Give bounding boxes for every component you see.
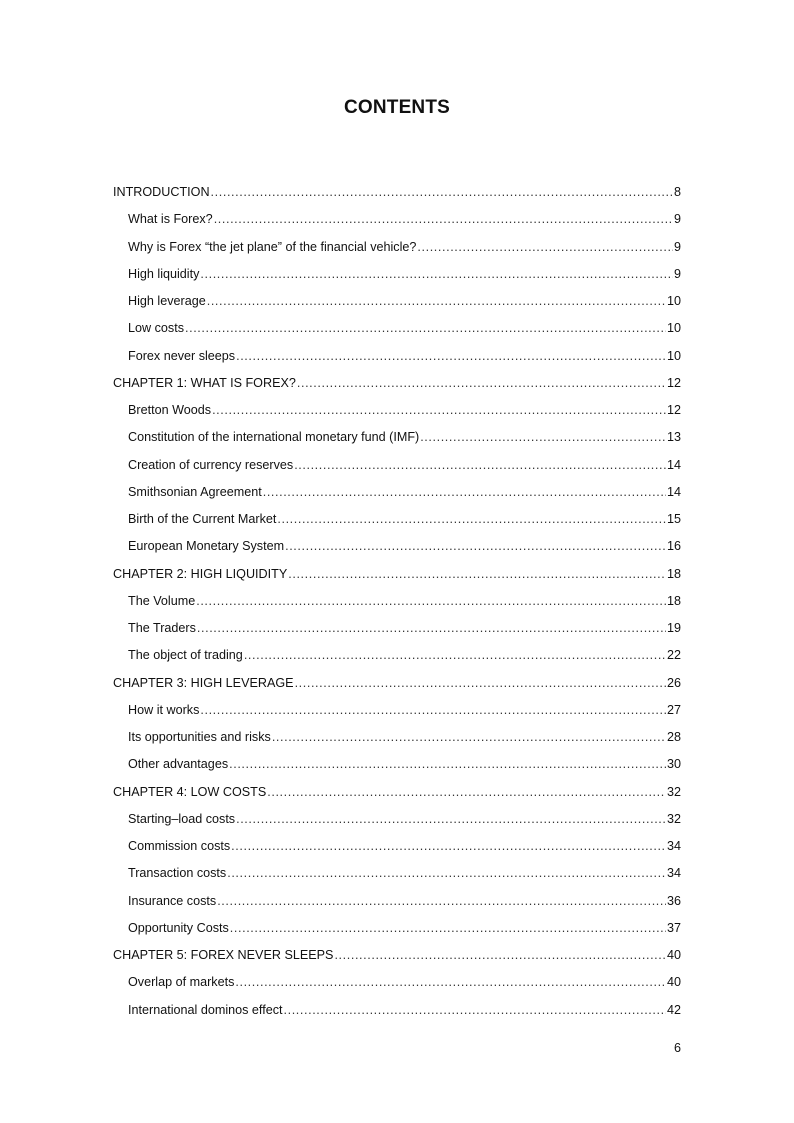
toc-dot-leader xyxy=(272,724,666,751)
toc-entry-page: 22 xyxy=(666,648,681,663)
toc-entry-page: 12 xyxy=(666,403,681,417)
toc-dot-leader xyxy=(207,288,666,315)
toc-entry-page: 34 xyxy=(666,866,681,881)
toc-entry-page: 18 xyxy=(666,566,681,581)
toc-dot-leader xyxy=(263,479,666,506)
toc-dot-leader xyxy=(211,179,673,206)
toc-entry[interactable] xyxy=(113,506,681,533)
toc-entry[interactable] xyxy=(113,261,681,288)
toc-dot-leader xyxy=(196,588,666,615)
toc-dot-leader xyxy=(227,860,666,887)
toc-dot-leader xyxy=(212,397,666,424)
toc-entry-label: The Volume xyxy=(128,593,196,608)
toc-entry-label: International dominos effect xyxy=(128,1002,283,1017)
toc-dot-leader xyxy=(277,506,666,533)
toc-entry-label: Overlap of markets xyxy=(128,975,235,990)
toc-entry-page: 37 xyxy=(666,920,681,935)
toc-entry-page: 15 xyxy=(666,512,681,526)
toc-entry-page: 34 xyxy=(666,839,681,853)
toc-entry-page: 9 xyxy=(673,239,681,254)
toc-entry-label: Forex never sleeps xyxy=(128,348,236,363)
table-of-contents xyxy=(113,179,681,1024)
toc-entry-label: Constitution of the international monetary fund (IMF) xyxy=(128,430,420,445)
toc-entry[interactable] xyxy=(113,833,681,860)
toc-entry[interactable] xyxy=(113,179,681,206)
toc-entry[interactable] xyxy=(113,533,681,560)
toc-entry-page: 10 xyxy=(666,321,681,336)
toc-entry[interactable] xyxy=(113,806,681,833)
page-number: 6 xyxy=(673,1041,681,1055)
toc-dot-leader xyxy=(417,234,673,261)
toc-entry-label: Other advantages xyxy=(128,757,229,772)
toc-dot-leader xyxy=(197,615,666,642)
toc-entry-page: 13 xyxy=(666,430,681,445)
toc-dot-leader xyxy=(244,642,666,669)
toc-dot-leader xyxy=(420,424,666,451)
toc-dot-leader xyxy=(334,942,666,969)
toc-dot-leader xyxy=(231,833,666,860)
toc-dot-leader xyxy=(200,697,666,724)
toc-entry-page: 19 xyxy=(666,621,681,635)
toc-dot-leader xyxy=(297,370,666,397)
toc-entry[interactable] xyxy=(113,697,681,724)
toc-entry[interactable] xyxy=(113,588,681,615)
toc-entry-label: CHAPTER 5: FOREX NEVER SLEEPS xyxy=(113,948,334,962)
toc-entry-page: 16 xyxy=(666,539,681,554)
toc-entry-page: 40 xyxy=(666,975,681,990)
toc-dot-leader xyxy=(217,888,666,915)
page-title: CONTENTS xyxy=(343,97,451,118)
toc-dot-leader xyxy=(288,561,666,588)
toc-entry[interactable] xyxy=(113,751,681,778)
toc-entry-label: Smithsonian Agreement xyxy=(128,484,262,499)
toc-entry[interactable] xyxy=(113,424,681,451)
toc-entry-label: European Monetary System xyxy=(128,539,285,554)
toc-entry-page: 14 xyxy=(666,484,681,499)
toc-entry-page: 18 xyxy=(666,593,681,608)
toc-entry-label: Insurance costs xyxy=(128,893,217,908)
toc-dot-leader xyxy=(200,261,673,288)
toc-entry[interactable] xyxy=(113,288,681,315)
toc-entry-page: 36 xyxy=(666,893,681,908)
toc-entry-label: Commission costs xyxy=(128,839,231,853)
toc-entry-label: Birth of the Current Market xyxy=(128,512,277,526)
toc-entry-page: 32 xyxy=(666,811,681,826)
toc-dot-leader xyxy=(214,206,673,233)
toc-dot-leader xyxy=(236,806,666,833)
toc-entry-label: Its opportunities and risks xyxy=(128,730,271,744)
toc-dot-leader xyxy=(295,670,666,697)
toc-entry[interactable] xyxy=(113,642,681,669)
toc-entry-label: INTRODUCTION xyxy=(113,185,210,199)
toc-entry-label: Bretton Woods xyxy=(128,403,212,417)
toc-entry-label: What is Forex? xyxy=(128,212,213,227)
toc-entry[interactable] xyxy=(113,206,681,233)
toc-dot-leader xyxy=(294,452,666,479)
toc-entry-label: Transaction costs xyxy=(128,866,227,881)
toc-entry-label: Why is Forex “the jet plane” of the financial vehicle? xyxy=(128,239,417,254)
toc-entry[interactable] xyxy=(113,343,681,370)
toc-entry[interactable] xyxy=(113,561,681,588)
toc-entry-page: 27 xyxy=(666,702,681,717)
toc-entry[interactable] xyxy=(113,670,681,697)
toc-entry-page: 26 xyxy=(666,675,681,690)
toc-entry-label: How it works xyxy=(128,702,200,717)
toc-entry-label: Starting–load costs xyxy=(128,811,236,826)
toc-entry[interactable] xyxy=(113,615,681,642)
toc-entry-label: High liquidity xyxy=(128,266,200,281)
toc-dot-leader xyxy=(236,343,666,370)
toc-dot-leader xyxy=(235,969,666,996)
toc-entry[interactable] xyxy=(113,479,681,506)
toc-entry-label: CHAPTER 2: HIGH LIQUIDITY xyxy=(113,566,288,581)
toc-entry-page: 12 xyxy=(666,375,681,390)
toc-dot-leader xyxy=(267,779,666,806)
toc-dot-leader xyxy=(229,751,666,778)
toc-entry-page: 10 xyxy=(666,348,681,363)
toc-entry-page: 9 xyxy=(673,212,681,227)
toc-entry-label: CHAPTER 1: WHAT IS FOREX? xyxy=(113,375,296,390)
toc-entry[interactable] xyxy=(113,779,681,806)
toc-entry[interactable] xyxy=(113,452,681,479)
toc-dot-leader xyxy=(185,315,666,342)
toc-entry-page: 10 xyxy=(666,294,681,308)
toc-entry-page: 30 xyxy=(666,757,681,772)
toc-entry-label: High leverage xyxy=(128,294,206,308)
toc-entry-label: Opportunity Costs xyxy=(128,920,229,935)
toc-entry[interactable] xyxy=(113,888,681,915)
toc-entry[interactable] xyxy=(113,724,681,751)
toc-entry-label: Low costs xyxy=(128,321,184,336)
toc-entry-label: CHAPTER 4: LOW COSTS xyxy=(113,784,267,799)
toc-entry-page: 28 xyxy=(666,730,681,744)
toc-entry[interactable] xyxy=(113,370,681,397)
toc-dot-leader xyxy=(285,533,666,560)
toc-entry-page: 14 xyxy=(666,457,681,472)
toc-entry-label: CHAPTER 3: HIGH LEVERAGE xyxy=(113,675,294,690)
toc-entry-page: 42 xyxy=(666,1002,681,1017)
toc-entry-label: Creation of currency reserves xyxy=(128,457,294,472)
toc-entry-page: 8 xyxy=(673,185,681,199)
toc-dot-leader xyxy=(284,997,666,1024)
toc-entry-page: 40 xyxy=(666,948,681,962)
toc-entry[interactable] xyxy=(113,397,681,424)
toc-entry[interactable] xyxy=(113,315,681,342)
toc-entry-page: 9 xyxy=(673,266,681,281)
toc-entry-page: 32 xyxy=(666,784,681,799)
toc-entry[interactable] xyxy=(113,997,681,1024)
toc-entry[interactable] xyxy=(113,942,681,969)
toc-dot-leader xyxy=(230,915,666,942)
toc-entry[interactable] xyxy=(113,860,681,887)
toc-entry[interactable] xyxy=(113,915,681,942)
toc-entry-label: The Traders xyxy=(128,621,196,635)
toc-entry-label: The object of trading xyxy=(128,648,243,663)
toc-entry[interactable] xyxy=(113,969,681,996)
toc-entry[interactable] xyxy=(113,234,681,261)
